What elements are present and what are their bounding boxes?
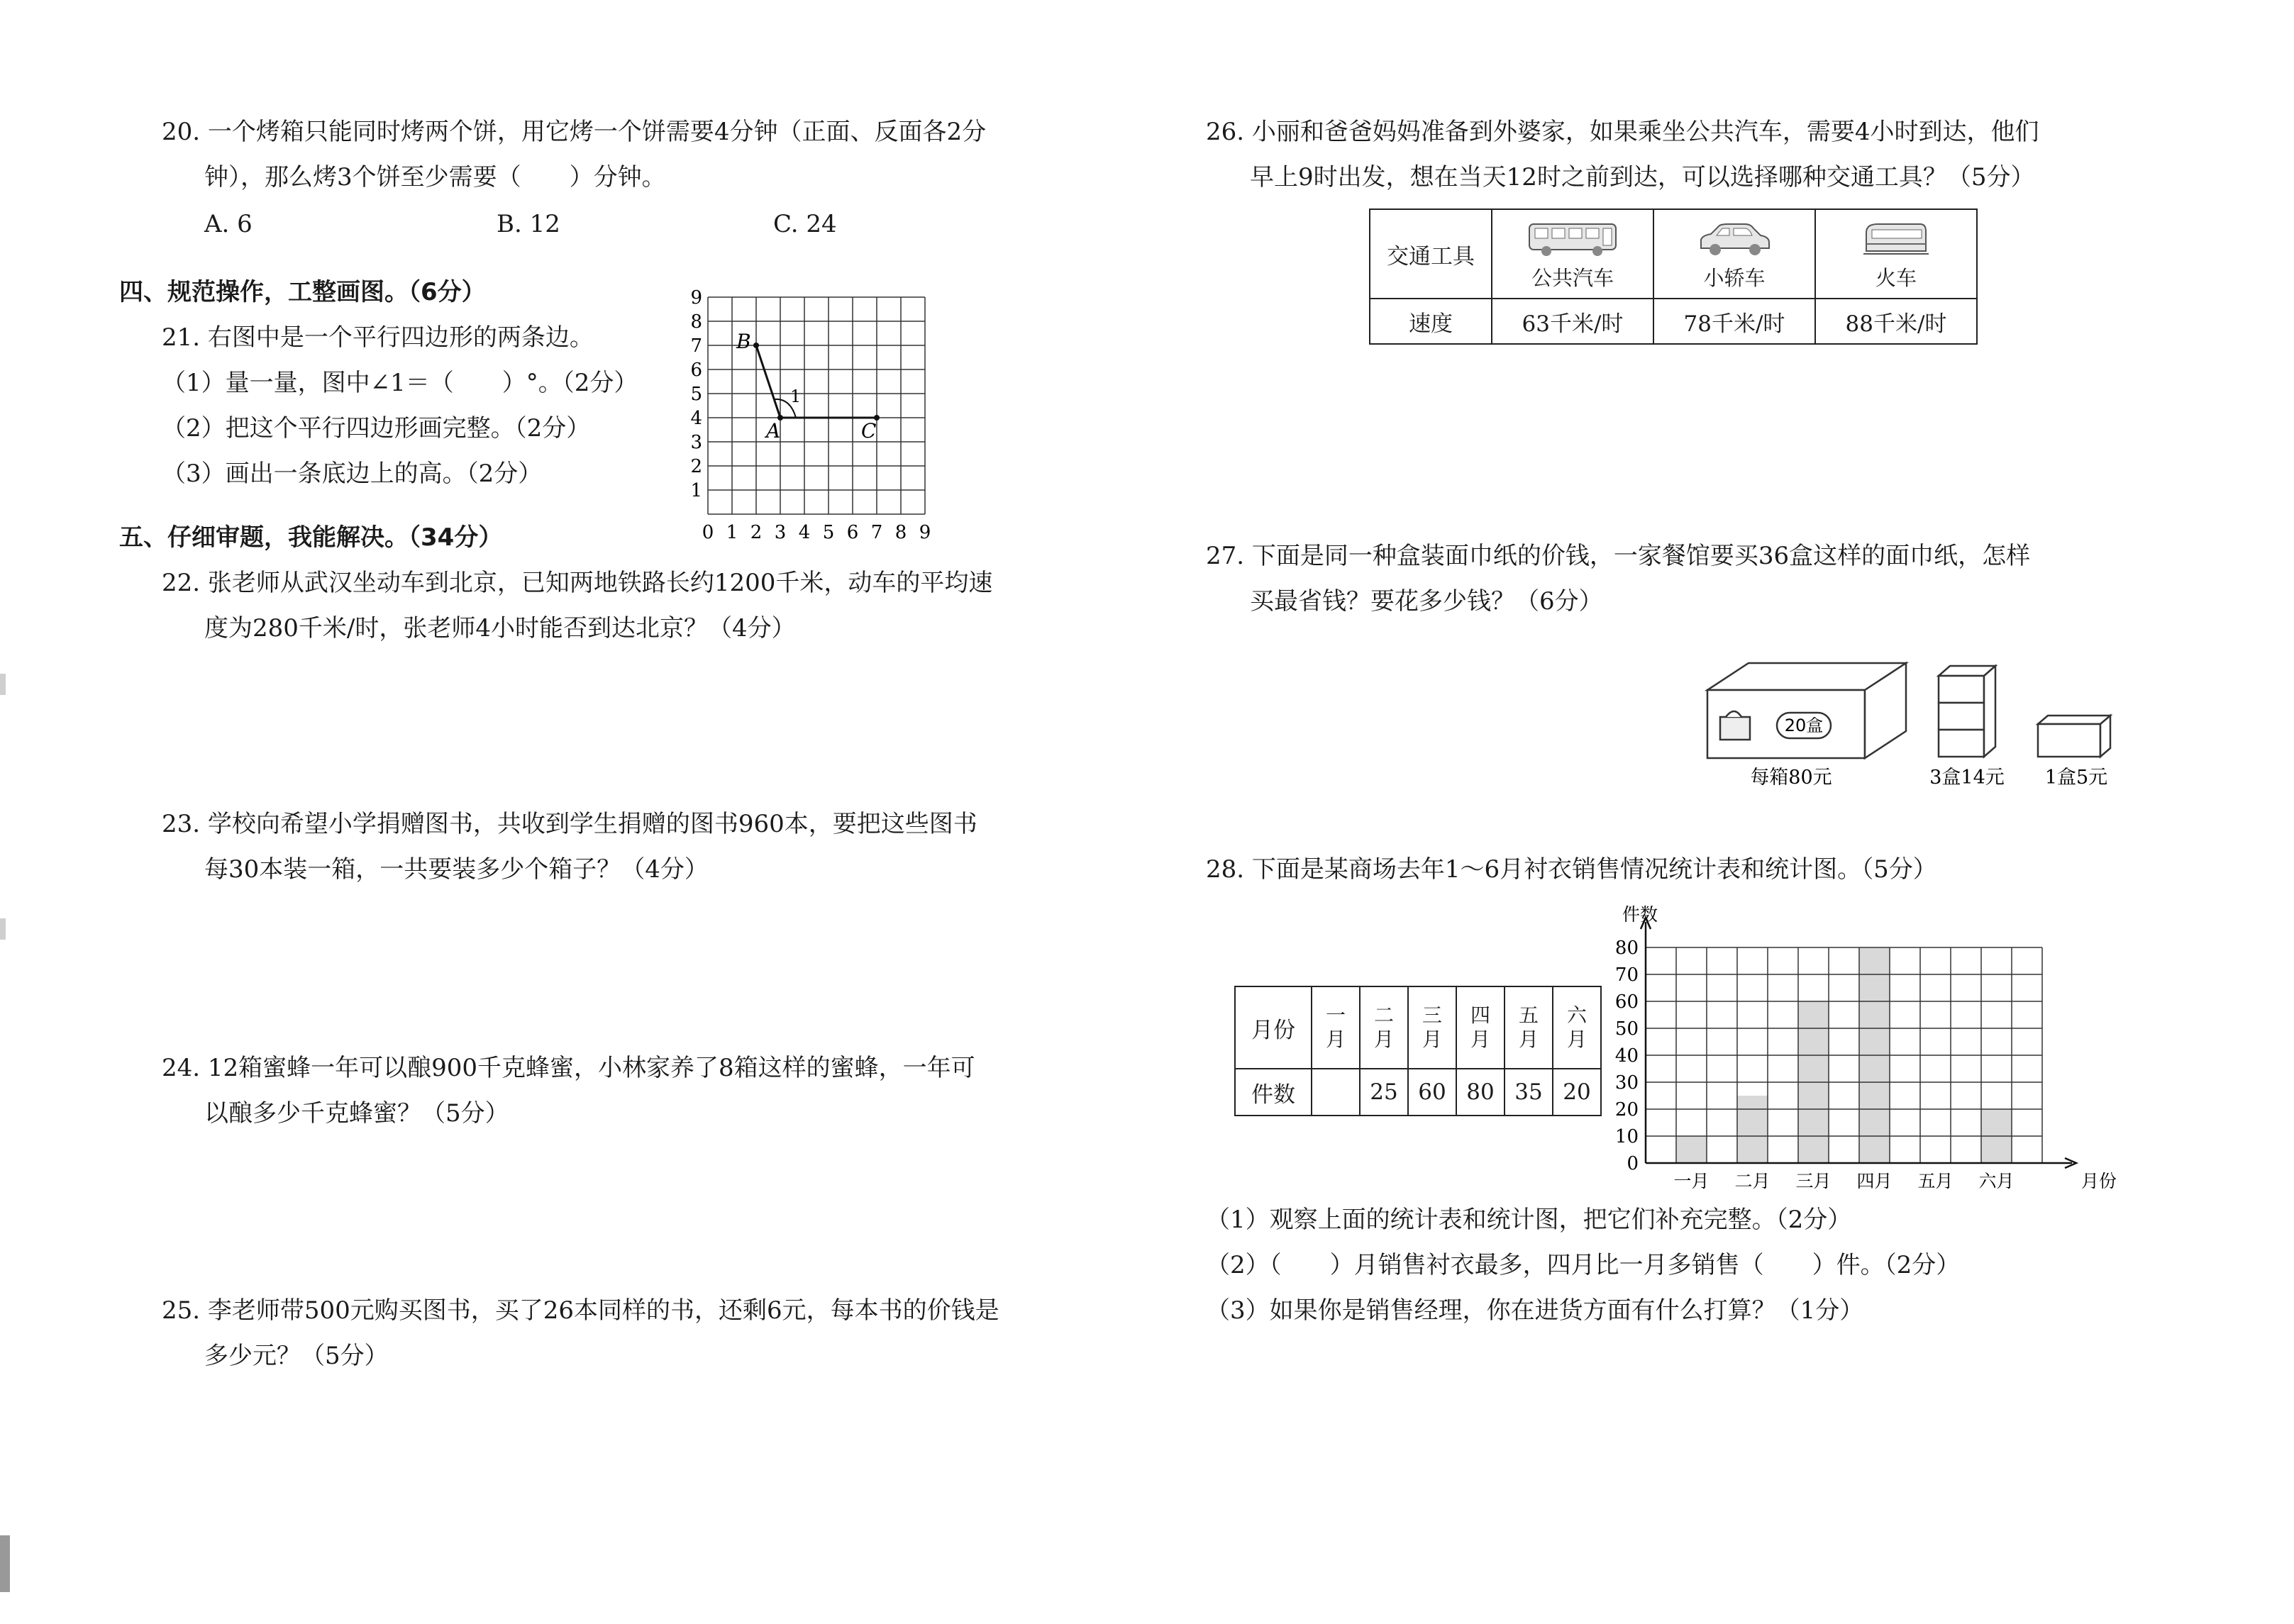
month-5: 五月 xyxy=(1505,986,1553,1069)
bar-1 xyxy=(1676,1136,1707,1163)
q26-line1: 26. 小丽和爸爸妈妈准备到外婆家，如果乘坐公共汽车，需要4小时到达，他们 xyxy=(1206,118,2039,146)
bar-2 xyxy=(1737,1096,1768,1163)
q23-line1: 23. 学校向希望小学捐赠图书，共收到学生捐赠的图书960本，要把这些图书 xyxy=(162,810,977,838)
grid-x-tick: 5 xyxy=(822,522,835,543)
chart-y-tick: 10 xyxy=(1614,1126,1639,1147)
q22-line1: 22. 张老师从武汉坐动车到北京，已知两地铁路长约1200千米，动车的平均速 xyxy=(162,569,993,597)
count-4: 80 xyxy=(1456,1069,1505,1116)
q28-bar-chart xyxy=(1596,894,2135,1198)
month-header: 月份 xyxy=(1235,986,1312,1069)
q28-sub1: （1）观察上面的统计表和统计图，把它们补充完整。（2分） xyxy=(1206,1206,1852,1234)
chart-y-tick: 60 xyxy=(1614,991,1639,1013)
parallelogram-sides xyxy=(736,330,880,443)
page-edge-mark xyxy=(0,918,6,940)
chart-y-tick: 50 xyxy=(1614,1018,1639,1040)
big-carton-icon xyxy=(1707,663,1906,758)
chart-x-tick: 二月 xyxy=(1734,1171,1771,1191)
grid-x-tick: 6 xyxy=(846,522,859,543)
q26-vehicle-table xyxy=(1369,208,1978,345)
speed-header: 速度 xyxy=(1370,299,1492,344)
month-2: 二月 xyxy=(1360,986,1408,1069)
chart-x-tick: 一月 xyxy=(1673,1171,1710,1191)
point-label-c: C xyxy=(861,419,877,443)
vehicle-header: 交通工具 xyxy=(1370,209,1492,299)
q21-stem: 21. 右图中是一个平行四边形的两条边。 xyxy=(162,323,594,352)
q28-sub3: （3）如果你是销售经理，你在进货方面有什么打算？（1分） xyxy=(1206,1296,1864,1325)
q25-line2: 多少元？（5分） xyxy=(204,1342,389,1370)
side-ab xyxy=(756,345,780,418)
chart-x-tick: 五月 xyxy=(1917,1171,1954,1191)
vehicle-train-label: 火车 xyxy=(1875,265,1917,290)
point-label-a: A xyxy=(766,419,781,443)
chart-y-tick: 40 xyxy=(1614,1045,1639,1067)
q24-line1: 24. 12箱蜜蜂一年可以酿900千克蜂蜜，小林家养了8箱这样的蜜蜂，一年可 xyxy=(162,1054,975,1082)
speed-bus: 63千米/时 xyxy=(1492,299,1653,344)
grid-y-tick: 7 xyxy=(690,335,702,357)
grid-x-tick: 4 xyxy=(798,522,811,543)
q28-sales-table xyxy=(1234,986,1602,1116)
count-6: 20 xyxy=(1553,1069,1601,1116)
chart-y-tick: 30 xyxy=(1614,1072,1639,1094)
q22-line2: 度为280千米/时，张老师4小时能否到达北京？（4分） xyxy=(204,614,796,643)
chart-y-tick: 0 xyxy=(1627,1153,1639,1174)
q28-sub2: （2）（ ）月销售衬衣最多，四月比一月多销售（ ）件。（2分） xyxy=(1206,1251,1961,1279)
point-b xyxy=(753,343,759,348)
page-edge-mark xyxy=(0,674,6,695)
grid-y-tick: 2 xyxy=(690,456,702,477)
grid-x-tick: 9 xyxy=(919,522,931,543)
section5-heading: 五、仔细审题，我能解决。（34分） xyxy=(119,523,503,552)
grid-y-ticks xyxy=(690,287,702,501)
chart-y-label: 件数 xyxy=(1622,904,1658,925)
tissue-boxes-figure xyxy=(1699,656,2124,791)
q20-option-a: A. 6 xyxy=(204,210,253,238)
grid-y-tick: 5 xyxy=(690,384,702,405)
q26-line2: 早上9时出发，想在当天12时之前到达，可以选择哪种交通工具？（5分） xyxy=(1250,163,2035,191)
grid-y-tick: 8 xyxy=(690,311,702,333)
vehicle-car-label: 小轿车 xyxy=(1703,265,1766,290)
grid-y-tick: 1 xyxy=(690,480,702,501)
price-single-box: 1盒5元 xyxy=(2044,767,2108,789)
month-1: 一月 xyxy=(1312,986,1360,1069)
count-3: 60 xyxy=(1408,1069,1456,1116)
grid-y-tick: 6 xyxy=(690,360,702,381)
grid-x-tick: 8 xyxy=(894,522,907,543)
bus-icon xyxy=(1526,220,1619,258)
q21-sub2: （2）把这个平行四边形画完整。（2分） xyxy=(162,414,591,443)
q27-line2: 买最省钱？要花多少钱？（6分） xyxy=(1250,587,1603,616)
chart-y-tick: 70 xyxy=(1614,964,1639,986)
grid-y-tick: 3 xyxy=(690,432,702,453)
q20-line1: 20. 一个烤箱只能同时烤两个饼，用它烤一个饼需要4分钟（正面、反面各2分 xyxy=(162,118,987,146)
grid-x-ticks xyxy=(702,522,931,543)
q20-option-c: C. 24 xyxy=(773,210,837,238)
q20-option-b: B. 12 xyxy=(497,210,560,238)
grid-y-tick: 4 xyxy=(690,408,702,429)
vehicle-bus-cell xyxy=(1492,209,1653,299)
grid-x-tick: 2 xyxy=(750,522,763,543)
grid-x-tick: 1 xyxy=(726,522,738,543)
vehicle-car-cell xyxy=(1653,209,1815,299)
count-1[interactable] xyxy=(1312,1069,1360,1116)
price-three-boxes: 3盒14元 xyxy=(1929,767,2005,789)
single-box-icon xyxy=(2038,716,2110,757)
chart-x-tick: 六月 xyxy=(1978,1171,2015,1191)
car-icon xyxy=(1695,220,1773,258)
grid-y-tick: 9 xyxy=(690,287,702,308)
chart-x-label: 月份 xyxy=(2080,1171,2117,1191)
vehicle-bus-label: 公共汽车 xyxy=(1531,265,1614,290)
count-header: 件数 xyxy=(1235,1069,1312,1116)
speed-train: 88千米/时 xyxy=(1815,299,1977,344)
count-5: 35 xyxy=(1505,1069,1553,1116)
q21-grid-figure xyxy=(681,280,936,543)
carton-badge: 20盒 xyxy=(1784,716,1824,735)
month-4: 四月 xyxy=(1456,986,1505,1069)
section4-heading: 四、规范操作，工整画图。（6分） xyxy=(119,278,486,306)
q20-line2: 钟），那么烤3个饼至少需要（ ）分钟。 xyxy=(204,163,666,191)
q25-line1: 25. 李老师带500元购买图书，买了26本同样的书，还剩6元，每本书的价钱是 xyxy=(162,1296,999,1325)
chart-x-tick: 三月 xyxy=(1795,1171,1832,1191)
month-3: 三月 xyxy=(1408,986,1456,1069)
speed-car: 78千米/时 xyxy=(1653,299,1815,344)
vehicle-train-cell xyxy=(1815,209,1977,299)
chart-y-tick: 20 xyxy=(1614,1099,1639,1120)
price-carton: 每箱80元 xyxy=(1750,767,1832,789)
train-icon xyxy=(1861,220,1932,258)
chart-y-tick: 80 xyxy=(1614,938,1639,959)
q21-sub3: （3）画出一条底边上的高。（2分） xyxy=(162,460,543,488)
q27-line1: 27. 下面是同一种盒装面巾纸的价钱，一家餐馆要买36盒这样的面巾纸，怎样 xyxy=(1206,542,2031,570)
q28-stem: 28. 下面是某商场去年1～6月衬衣销售情况统计表和统计图。（5分） xyxy=(1206,855,1937,884)
angle-1-label: 1 xyxy=(790,386,802,406)
stack-3-boxes-icon xyxy=(1939,666,1995,757)
q21-sub1: （1）量一量，图中∠1＝（ ）°。（2分） xyxy=(162,369,638,397)
count-2: 25 xyxy=(1360,1069,1408,1116)
grid-x-tick: 7 xyxy=(870,522,883,543)
q24-line2: 以酿多少千克蜂蜜？（5分） xyxy=(204,1099,509,1128)
chart-x-tick: 四月 xyxy=(1856,1171,1893,1191)
point-label-b: B xyxy=(736,330,751,353)
page-edge-mark xyxy=(0,1535,10,1592)
q23-line2: 每30本装一箱，一共要装多少个箱子？（4分） xyxy=(204,855,709,884)
month-6: 六月 xyxy=(1553,986,1601,1069)
grid-x-tick: 0 xyxy=(702,522,714,543)
grid-x-tick: 3 xyxy=(774,522,787,543)
